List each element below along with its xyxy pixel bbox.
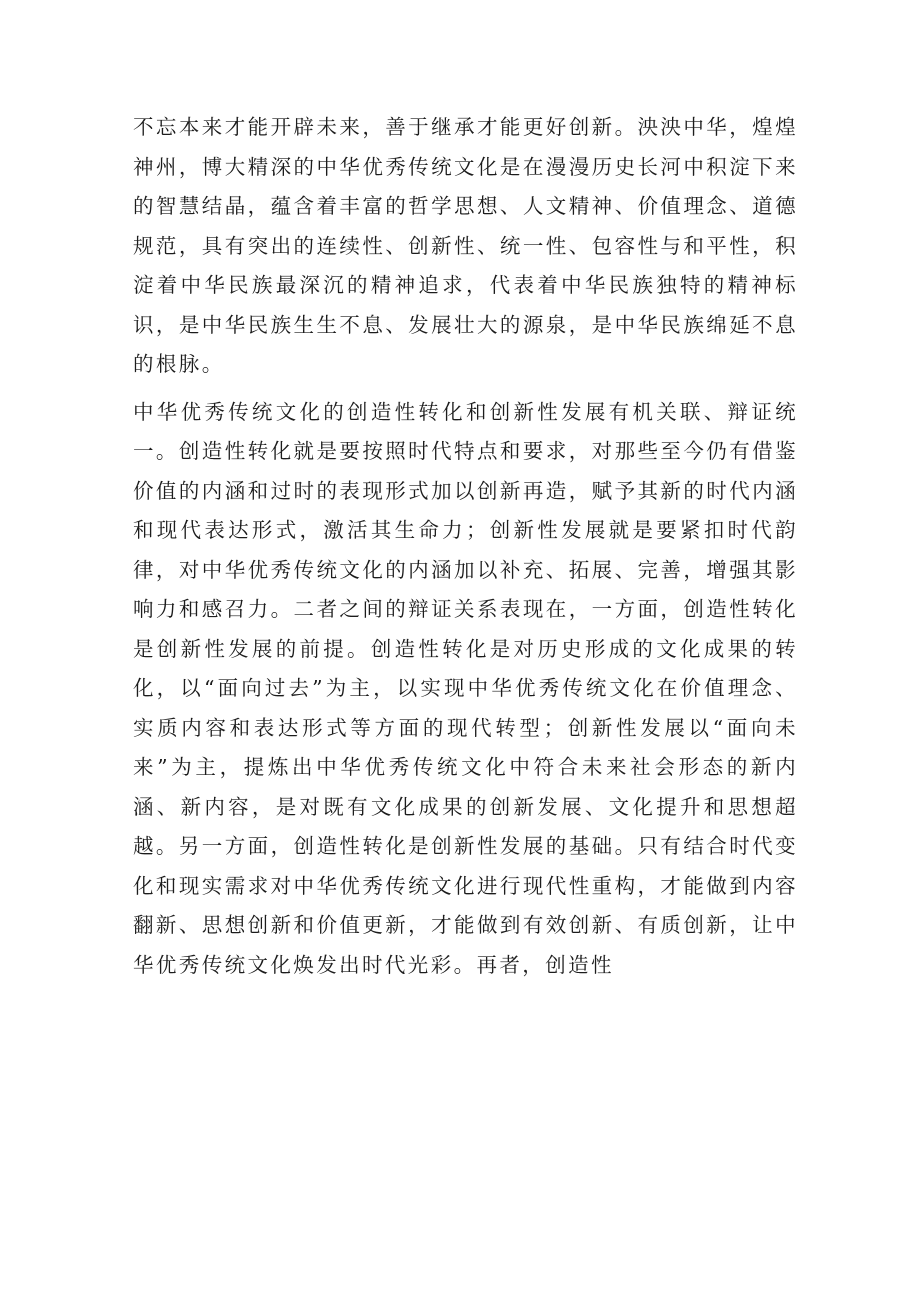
document-body (133, 108, 798, 985)
paragraph-2: 中华优秀传统文化的创造性转化和创新性发展有机关联、辩证统一。创造性转化就是要按照时代特点和要求，对那些至今仍有借鉴价值的内涵和过时的表现形式加以创新再造，赋予其新的时代内涵和现代表达形式，激活其生命力；创新性发展就是要紧扣时代韵律，对中华优秀传统文化的内涵加以补充、拓展、完善，增强其影响力和感召力。二者之间的辩证关系表现在，一方面，创造性转化是创新性发展的前提。创造性转化是对历史形成的文化成果的转化，以“面向过去”为主，以实现中华优秀传统文化在价值理念、实质内容和表达形式等方面的现代转型；创新性发展以“面向未来”为主，提炼出中华优秀传统文化中符合未来社会形态的新内涵、新内容，是对既有文化成果的创新发展、文化提升和思想超越。另一方面，创造性转化是创新性发展的基础。只有结合时代变化和现实需求对中华优秀传统文化进行现代性重构，才能做到内容翻新、思想创新和价值更新，才能做到有效创新、有质创新，让中华优秀传统文化焕发出时代光彩。再者，创造性 (133, 399, 798, 977)
paragraph-1: 不忘本来才能开辟未来，善于继承才能更好创新。泱泱中华，煌煌神州，博大精深的中华优秀传统文化是在漫漫历史长河中积淀下来的智慧结晶，蕴含着丰富的哲学思想、人文精神、价值理念、道德规范，具有突出的连续性、创新性、统一性、包容性与和平性，积淀着中华民族最深沉的精神追求，代表着中华民族独特的精神标识，是中华民族生生不息、发展壮大的源泉，是中华民族绵延不息的根脉。 (133, 115, 798, 376)
